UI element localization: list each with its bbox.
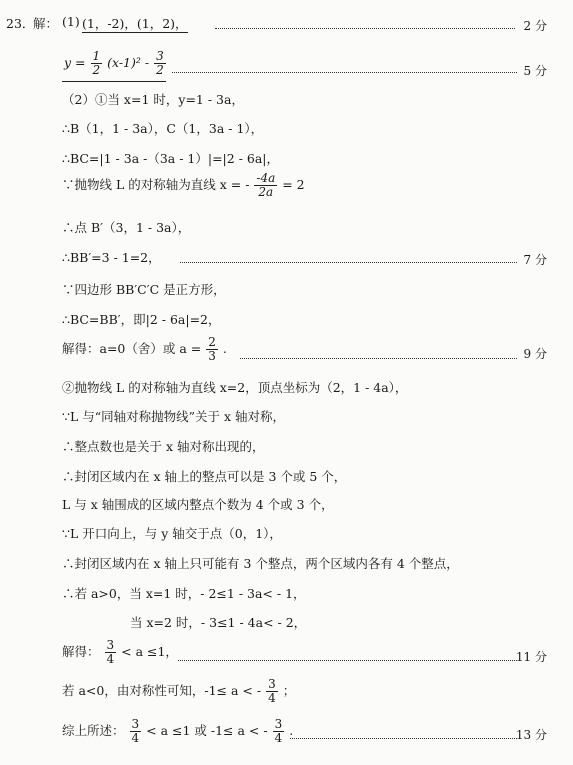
dot-leader bbox=[240, 358, 517, 359]
step-line: ∴点 B′（3，1 - 3a）， bbox=[62, 220, 191, 235]
dot-leader bbox=[215, 28, 515, 29]
step-line: ∴封闭区域内在 x 轴上的整点可以是 3 个或 5 个， bbox=[62, 469, 347, 484]
step-line: ∴整点数也是关于 x 轴对称出现的， bbox=[62, 439, 265, 454]
dot-leader bbox=[180, 262, 517, 263]
equation-underline bbox=[62, 81, 166, 82]
step-line: 当 x=2 时，- 3≤1 - 4a< - 2， bbox=[130, 615, 307, 630]
step-line: 综上所述： $\frac{3}{4}$ < a ≤1 或 -1≤ a < - $\frac{3}{4}$ . bbox=[62, 717, 294, 745]
step-line: ∴若 a>0，当 x=1 时，- 2≤1 - 3a< - 1， bbox=[62, 586, 306, 601]
step-line: L 与 x 轴围成的区域内整点个数为 4 个或 3 个， bbox=[62, 497, 334, 512]
score-label: 5 分 bbox=[523, 64, 547, 78]
equation: y = $\frac{1}{2}$ (x-1)² - $\frac{3}{2}$ bbox=[64, 49, 164, 77]
score-label: 7 分 bbox=[523, 253, 547, 267]
score-label: 9 分 bbox=[523, 347, 547, 361]
step-line: ②抛物线 L 的对称轴为直线 x=2，顶点坐标为（2，1 - 4a）， bbox=[62, 380, 408, 395]
step-line: ∴B（1，1 - 3a），C（1，3a - 1）， bbox=[62, 121, 264, 136]
score-label: 2 分 bbox=[523, 19, 547, 33]
step-line: ∵抛物线 L 的对称轴为直线 x = - $\frac{-4a}{2a}$ = 2 bbox=[62, 171, 305, 199]
score-label: 13 分 bbox=[515, 728, 547, 742]
dot-leader bbox=[172, 72, 517, 73]
step-line: （2）①当 x=1 时，y=1 - 3a， bbox=[62, 92, 244, 107]
part1-label: (1) bbox=[62, 14, 80, 29]
dot-leader bbox=[178, 660, 517, 661]
step-line: ∵L 开口向上，与 y 轴交于点（0，1）， bbox=[62, 526, 282, 541]
problem-number: 23． bbox=[6, 16, 35, 31]
step-line: ∵四边形 BB′C′C 是正方形， bbox=[62, 282, 226, 297]
step-line: 若 a<0，由对称性可知，-1≤ a < - $\frac{3}{4}$ ； bbox=[62, 677, 296, 705]
solve-label: 解： bbox=[33, 16, 59, 31]
step-line: ∵L 与“同轴对称抛物线”关于 x 轴对称， bbox=[62, 409, 286, 424]
score-label: 11 分 bbox=[515, 650, 547, 664]
step-line: ∴BC=|1 - 3a -（3a - 1）|=|2 - 6a|， bbox=[62, 151, 280, 166]
step-line: 解得： $\frac{3}{4}$ < a ≤1， bbox=[62, 638, 178, 666]
step-line: ∴封闭区域内在 x 轴上只可能有 3 个整点，两个区域内各有 4 个整点， bbox=[62, 556, 459, 571]
step-line: 解得：a=0（舍）或 a = $\frac{2}{3}$ . bbox=[62, 335, 227, 363]
dot-leader bbox=[290, 738, 517, 739]
part1-points: (1，-2)，(1，2)， bbox=[82, 16, 188, 31]
step-line: ∴BC=BB′，即|2 - 6a|=2， bbox=[62, 312, 221, 327]
step-line: ∴BB′=3 - 1=2， bbox=[62, 250, 161, 265]
